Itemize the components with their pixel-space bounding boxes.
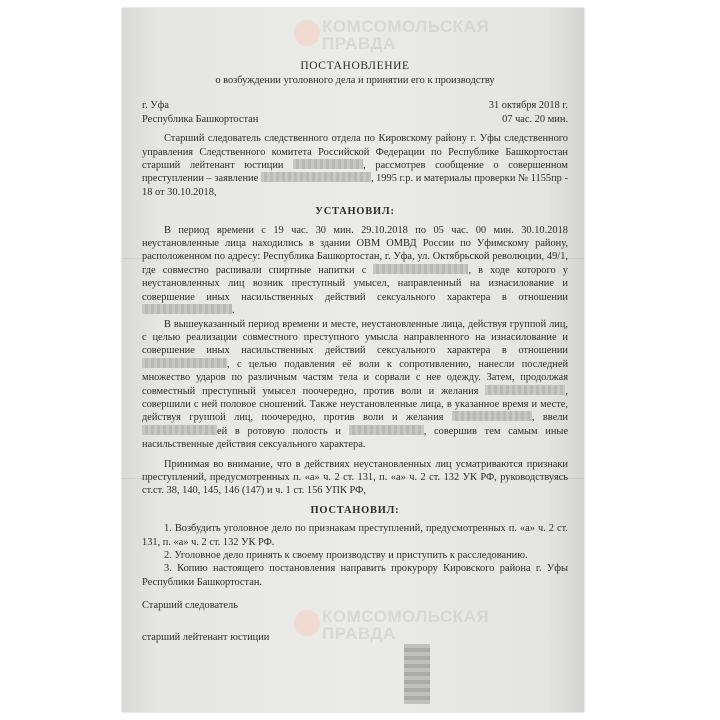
document-time: 07 час. 20 мин. bbox=[502, 113, 568, 125]
redacted-name bbox=[142, 358, 227, 368]
document-subtitle: о возбуждении уголовного дела и принятии его к производству bbox=[215, 75, 495, 86]
watermark-logo-icon bbox=[294, 20, 320, 46]
place-region: Республика Башкортостан bbox=[142, 113, 259, 125]
redacted-name bbox=[142, 304, 232, 314]
paragraph-established-1: В период времени с 19 час. 30 мин. 29.10.2018 по 05 час. 00 мин. 30.10.2018 неустановленные лица находились в здании ОВМ ОМВД России по Уфимскому району, расположенном по адресу: Республика Башкортостан, г. Уфа, ул. Октябрьской революции, 49/1, где совместно распивали спиртные напитки с , в ходе которого у неустановленных лиц возник преступный умысел, направленный на изнасилование и совершение иных насильственных действий сексуального характера в отношении . bbox=[142, 224, 568, 317]
heading-decided: ПОСТАНОВИЛ: bbox=[310, 504, 400, 516]
decision-2: 2. Уголовное дело принять к своему производству и приступить к расследованию. bbox=[164, 550, 528, 561]
document-page bbox=[122, 8, 584, 712]
place-block bbox=[142, 99, 258, 126]
place-city: г. Уфа bbox=[142, 100, 169, 112]
paragraph-established-2: В вышеуказанный период времени и месте, неустановленные лица, действуя группой лиц, с целью реализации совместного преступного умысла направленного на изнасилование и совершение иных насильственных действий сексуального характера в отношении , с целью подавления её воли к сопротивлению, нанесли последней множество ударов по различным частям тела и сорвали с нее одежду. Затем, продолжая совместный преступный умысел поочередно, против воли и желания , совершили с ней половое сношений. Также неустановленные лица, в указанное время и месте, действуя группой лиц, поочередно, против воли и желания , ввели ей в ротовую полость и , совершив тем самым иные насильственные действия сексуального характера. bbox=[142, 318, 569, 451]
redacted-name bbox=[452, 411, 532, 421]
signature-title: Старший следователь bbox=[142, 600, 238, 612]
document-title: ПОСТАНОВЛЕНИЕ bbox=[300, 60, 410, 72]
redacted-name bbox=[293, 159, 363, 169]
watermark-bottom: КОМСОМОЛЬСКАЯ ПРАВДА bbox=[322, 607, 490, 643]
heading-established: УСТАНОВИЛ: bbox=[315, 206, 395, 218]
paragraph-considering: Принимая во внимание, что в действиях неустановленных лиц усматриваются признаки преступлений, предусмотренных п. «а» ч. 2 ст. 131, п. «а» ч. 2 ст. 132 УК РФ, руководствуясь ст.ст. 38, 140, 145, 146 (147) и ч. 1 ст. 156 УПК РФ, bbox=[142, 458, 568, 497]
signature-rank: старший лейтенант юстиции bbox=[142, 631, 270, 643]
redacted-name bbox=[485, 385, 565, 395]
date-block bbox=[489, 99, 568, 126]
document-body bbox=[142, 60, 568, 644]
decision-1: 1. Возбудить уголовное дело по признакам преступлений, предусмотренных п. «а» ч. 2 ст. 131, п. «а» ч. 2 ст. 132 УК РФ. bbox=[142, 523, 568, 548]
redacted-name bbox=[261, 172, 371, 182]
document-date: 31 октября 2018 г. bbox=[488, 100, 568, 112]
redacted-name bbox=[373, 264, 468, 274]
intro-paragraph: Старший следователь следственного отдела по Кировскому району г. Уфы следственного управления Следственного комитета Российской Федерации по Республике Башкортостан старший лейтенант юстиции , рассмотрев сообщение о совершенном преступлении – заявление , 1995 г.р. и материалы проверки № 1155пр - 18 от 30.10.2018, bbox=[142, 133, 568, 198]
redacted-name bbox=[349, 425, 424, 435]
decision-3: 3. Копию настоящего постановления направить прокурору Кировского района г. Уфы Республики Башкортостан. bbox=[142, 563, 568, 588]
redacted-name bbox=[142, 425, 217, 435]
watermark-top: КОМСОМОЛЬСКАЯ ПРАВДА bbox=[322, 17, 490, 53]
place-date-block bbox=[142, 99, 568, 126]
redacted-signature bbox=[404, 644, 430, 704]
